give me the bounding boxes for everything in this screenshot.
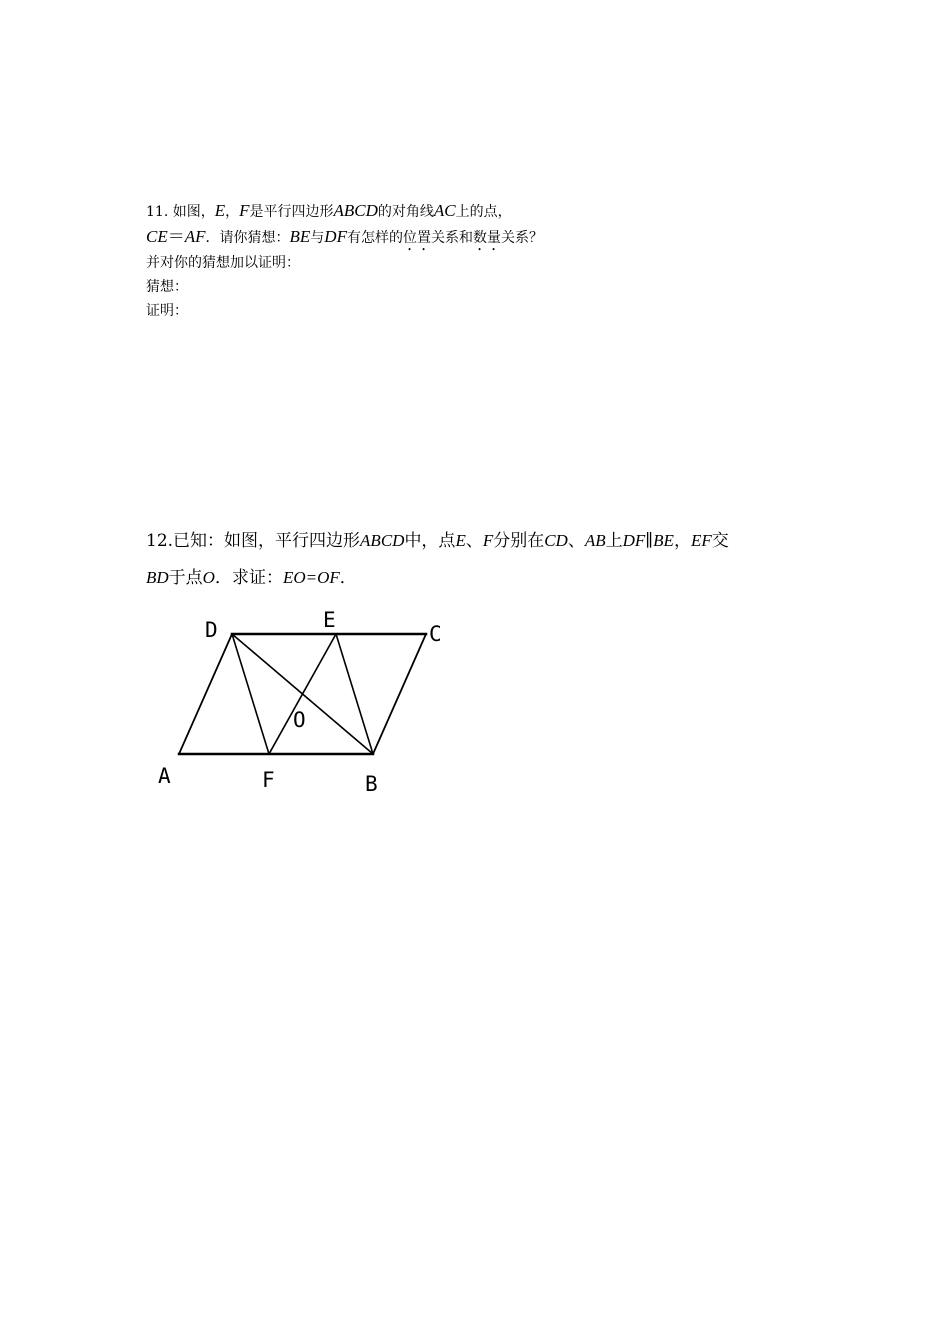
text: 上的点， bbox=[455, 204, 512, 220]
math-O: O bbox=[202, 568, 215, 587]
segment-AD bbox=[179, 634, 232, 754]
math-equals: ＝ bbox=[167, 227, 185, 246]
math-EF: EF bbox=[690, 531, 712, 550]
math-AF: AF bbox=[184, 227, 206, 246]
text: ．求证： bbox=[214, 568, 283, 588]
emphasis-position: 位置 bbox=[402, 230, 431, 246]
text: ．请你猜想： bbox=[205, 230, 290, 246]
segment-EF bbox=[269, 634, 336, 754]
text: 与 bbox=[310, 230, 325, 246]
math-EO-OF: EO=OF bbox=[282, 568, 340, 587]
text: 交 bbox=[711, 531, 729, 551]
text: 分别在 bbox=[493, 531, 545, 551]
q11-proof-label: 证明： bbox=[146, 303, 188, 319]
q12-line2 bbox=[146, 568, 357, 588]
math-DF: DF bbox=[324, 227, 347, 246]
text: 是平行四边形 bbox=[249, 204, 334, 220]
segment-DF bbox=[232, 634, 269, 754]
math-BD: BD bbox=[146, 568, 169, 587]
segment-BC bbox=[373, 634, 426, 754]
math-F: F bbox=[239, 201, 250, 220]
math-BE: BE bbox=[289, 227, 311, 246]
text: 、 bbox=[465, 531, 483, 551]
label-B: B bbox=[365, 772, 378, 796]
label-E: E bbox=[323, 608, 336, 632]
math-BE: BE bbox=[653, 531, 674, 550]
math-E: E bbox=[455, 531, 466, 550]
math-CE: CE bbox=[146, 227, 168, 246]
text: 中，点 bbox=[404, 531, 456, 551]
text: 于点 bbox=[168, 568, 203, 588]
text: ， bbox=[673, 531, 691, 551]
q11-guess-label: 猜想： bbox=[146, 279, 188, 295]
text: 有怎样的 bbox=[346, 230, 403, 246]
text: 上 bbox=[605, 531, 623, 551]
q11-line2 bbox=[146, 229, 543, 254]
math-E: E bbox=[214, 201, 226, 220]
text: 关系和 bbox=[430, 230, 473, 246]
parallelogram-figure bbox=[150, 605, 460, 800]
label-O: O bbox=[293, 708, 306, 732]
math-ABCD: ABCD bbox=[333, 201, 378, 220]
math-ABCD: ABCD bbox=[360, 531, 405, 550]
text: 关系？ bbox=[500, 230, 543, 246]
math-AC: AC bbox=[433, 201, 456, 220]
text: ． bbox=[339, 568, 357, 588]
q11-line3: 并对你的猜想加以证明： bbox=[146, 255, 300, 271]
math-DF: DF bbox=[622, 531, 646, 550]
text: 的对角线 bbox=[377, 204, 434, 220]
q12-number: 12.已知：如图，平行四边形 bbox=[146, 531, 361, 551]
label-C: C bbox=[429, 622, 442, 646]
text: 、 bbox=[567, 531, 585, 551]
emphasis-quantity: 数量 bbox=[472, 230, 501, 246]
parallel-symbol: ∥ bbox=[645, 531, 654, 551]
q11-number: 11. 如图， bbox=[146, 204, 215, 220]
q11-line1 bbox=[146, 203, 512, 220]
segment-EB bbox=[336, 634, 373, 754]
q12-line1 bbox=[146, 531, 729, 551]
label-F: F bbox=[262, 768, 275, 792]
comma: ， bbox=[225, 204, 240, 220]
label-D: D bbox=[205, 618, 218, 642]
math-F: F bbox=[482, 531, 494, 550]
label-A: A bbox=[158, 764, 171, 788]
math-AB: AB bbox=[584, 531, 606, 550]
math-CD: CD bbox=[544, 531, 568, 550]
